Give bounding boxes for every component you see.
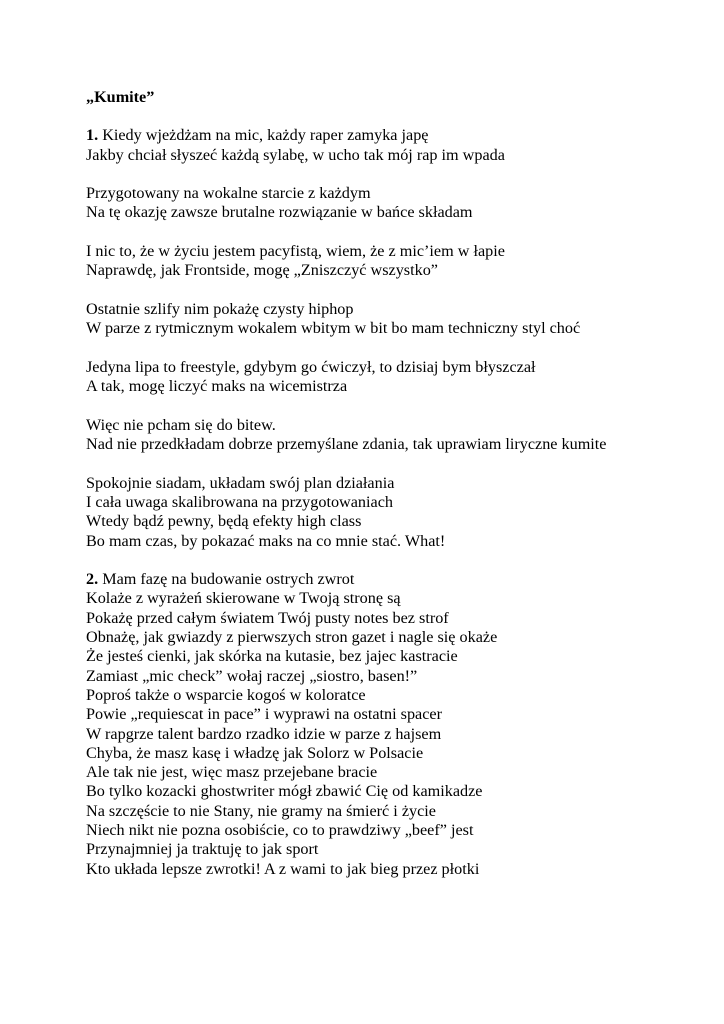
lyric-line [86,512,706,531]
lyric-line [86,474,706,493]
verse-number: 1. [86,126,99,145]
lyric-text: Jakby chciał słyszeć każdą sylabę, w ucho tak mój rap im wpada [86,145,505,164]
lyric-text: Powie „requiescat in pace” i wyprawi na ostatni spacer [86,705,442,724]
lyric-line [86,126,706,145]
stanza [86,474,706,551]
lyric-line [86,493,706,512]
lyric-text: Ostatnie szlify nim pokażę czysty hiphop [86,299,354,318]
lyric-text: W parze z rytmicznym wokalem wbitym w bit bo mam techniczny styl choć [86,319,581,338]
lyric-text: A tak, mogę liczyć maks na wicemistrza [86,377,348,396]
lyrics-document [86,88,706,898]
lyric-line [86,763,706,782]
lyric-text: Nad nie przedkładam dobrze przemyślane zdania, tak uprawiam liryczne kumite [86,435,607,454]
lyric-text: Kto układa lepsze zwrotki! A z wami to jak bieg przez płotki [86,859,480,878]
lyric-text: I cała uwaga skalibrowana na przygotowaniach [86,492,393,511]
song-title: „Kumite” [86,88,155,106]
lyric-line [86,860,706,879]
lyric-line [86,725,706,744]
lyric-line [86,705,706,724]
lyric-line [86,628,706,647]
stanza [86,570,706,879]
verse-2 [86,570,706,879]
lyric-text: Jedyna lipa to freestyle, gdybym go ćwiczył, to dzisiaj bym błyszczał [86,357,536,376]
lyric-text: Bo tylko kozacki ghostwriter mógł zbawić Cię od kamikadze [86,782,483,801]
lyric-line [86,840,706,859]
lyric-line [86,782,706,801]
lyric-line [86,377,706,396]
lyric-text: Że jesteś cienki, jak skórka na kutasie, bez jajec kastracie [86,647,458,666]
lyric-line [86,261,706,280]
lyric-text: Pokażę przed całym światem Twój pusty notes bez strof [86,608,449,627]
lyric-text: Poproś także o wsparcie kogoś w koloratce [86,685,366,704]
verse-number: 2. [86,570,99,589]
lyric-text: Spokojnie siadam, układam swój plan działania [86,473,395,492]
stanza [86,184,706,223]
lyric-text: Wtedy bądź pewny, będą efekty high class [86,512,362,531]
lyric-text: Naprawdę, jak Frontside, mogę „Zniszczyć wszystko” [86,261,438,280]
lyric-text: Zamiast „mic check” wołaj raczej „siostro, basen!” [86,666,418,685]
verse-1 [86,126,706,551]
lyric-line [86,647,706,666]
stanza [86,242,706,281]
lyric-text: Ale tak nie jest, więc masz przejebane bracie [86,763,378,782]
lyric-line [86,416,706,435]
lyric-text: Kolaże z wyrażeń skierowane w Twoją stronę są [86,589,401,608]
lyric-line [86,589,706,608]
lyric-text: I nic to, że w życiu jestem pacyfistą, wiem, że z mic’iem w łapie [86,242,505,261]
lyric-text: Chyba, że masz kasę i władzę jak Solorz w Polsacie [86,743,424,762]
lyric-line [86,609,706,628]
lyric-line [86,203,706,222]
lyric-text: Na szczęście to nie Stany, nie gramy na śmierć i życie [86,801,436,820]
lyric-text: Bo mam czas, by pokazać maks na co mnie stać. What! [86,531,446,550]
stanza [86,300,706,339]
lyric-line [86,319,706,338]
lyric-line [86,802,706,821]
lyric-line [86,146,706,165]
lyric-line [86,184,706,203]
lyric-line [86,532,706,551]
stanza [86,126,706,165]
lyric-text: Przygotowany na wokalne starcie z każdym [86,184,371,203]
lyric-line [86,358,706,377]
lyric-line [86,686,706,705]
lyric-line [86,242,706,261]
lyric-text: Obnażę, jak gwiazdy z pierwszych stron gazet i nagle się okaże [86,628,498,647]
lyric-line [86,570,706,589]
lyric-text: Przynajmniej ja traktuję to jak sport [86,840,319,859]
lyric-line [86,667,706,686]
lyric-text: Niech nikt nie pozna osobiście, co to prawdziwy „beef” jest [86,820,474,839]
lyric-text: Na tę okazję zawsze brutalne rozwiązanie w bańce składam [86,203,473,222]
lyric-line [86,744,706,763]
lyric-line [86,300,706,319]
lyric-text: Więc nie pcham się do bitew. [86,415,276,434]
lyric-text: W rapgrze talent bardzo rzadko idzie w parze z hajsem [86,724,442,743]
lyric-text: Kiedy wjeżdżam na mic, każdy raper zamyka japę [98,126,429,145]
lyric-line [86,435,706,454]
lyric-line [86,821,706,840]
lyric-text: Mam fazę na budowanie ostrych zwrot [98,570,355,589]
stanza [86,416,706,455]
stanza [86,358,706,397]
